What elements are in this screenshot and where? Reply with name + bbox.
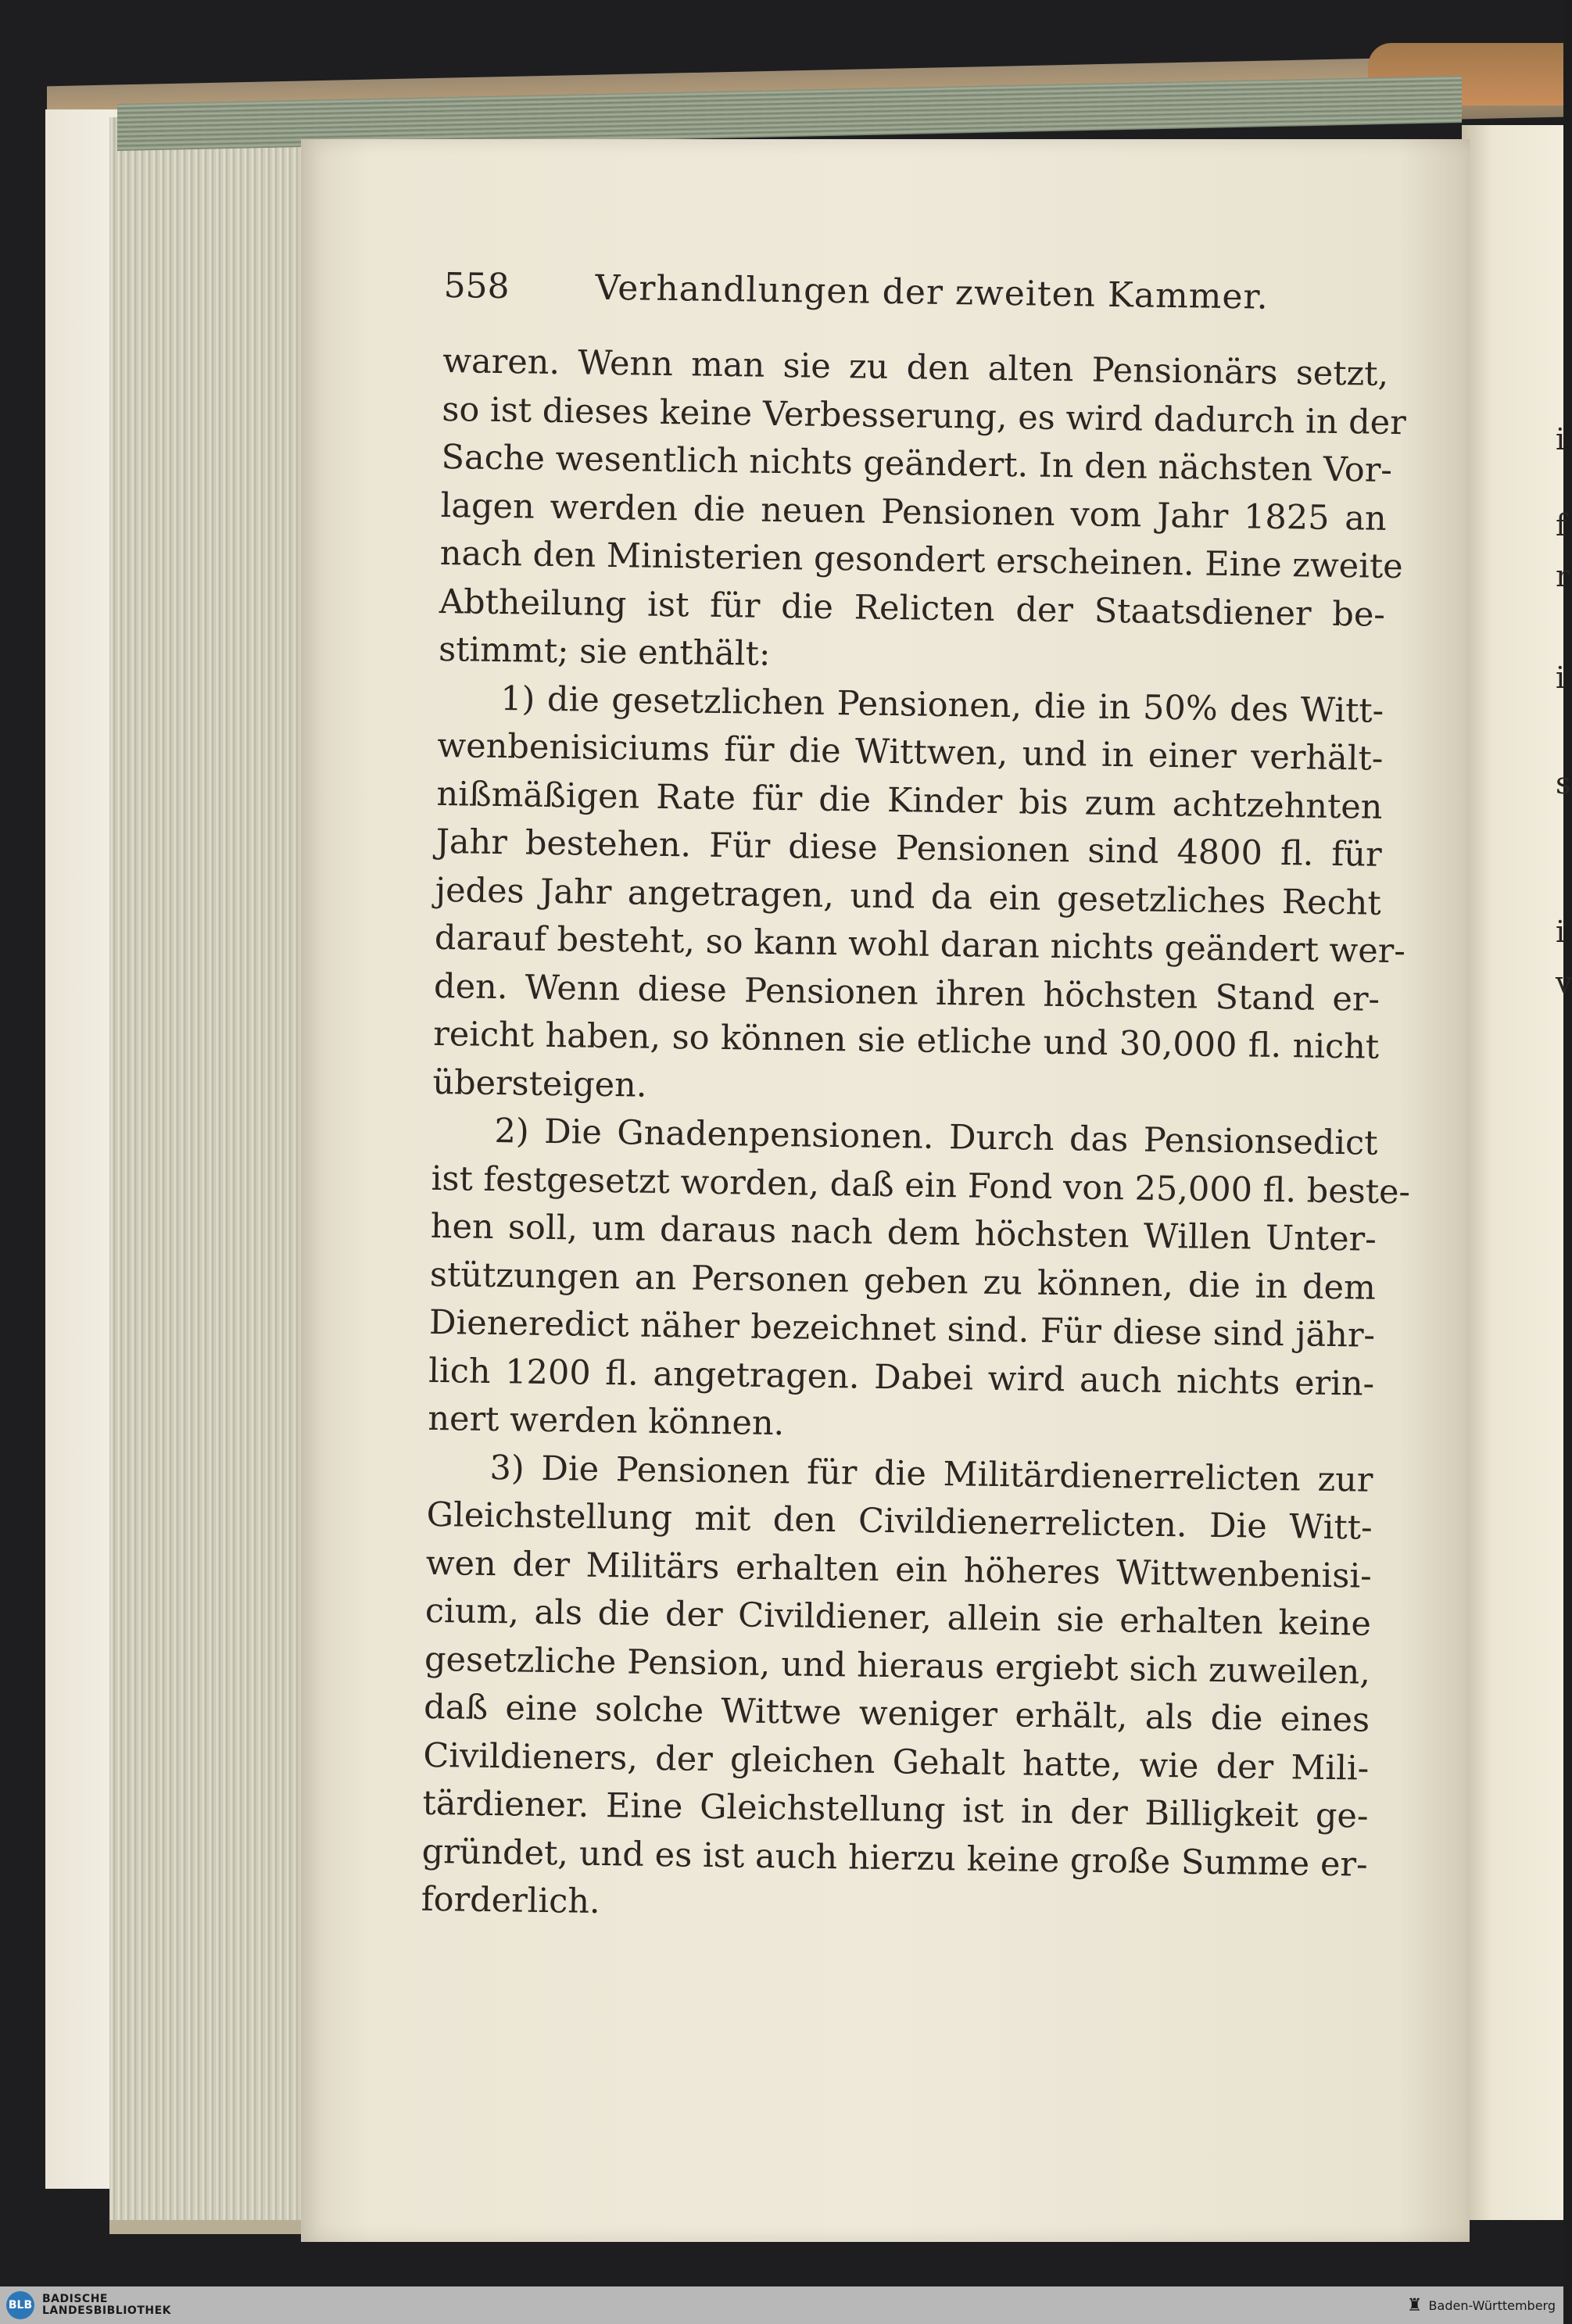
text-line: gesetzliche Pension, und hieraus ergiebt sich zuweilen, [424,1639,1371,1692]
text-line: stützungen an Personen geben zu können, die in dem [429,1255,1377,1308]
text-line: cium, als die der Civildiener, allein sie erhalten keine [424,1591,1372,1644]
text-line: tärdiener. Eine Gleichstellung ist in der Billigkeit ge- [422,1783,1369,1836]
running-head: Verhandlungen der zweiten Kammer. [595,267,1269,317]
text-line: jedes Jahr angetragen, und da ein gesetzliches Recht [435,870,1382,923]
text-line: den. Wenn diese Pensionen ihren höchsten Stand er- [433,966,1380,1019]
text-line: reicht haben, so können sie etliche und 30,000 fl. nicht [432,1014,1380,1067]
institution-line-2: LANDESBIBLIOTHEK [42,2304,172,2317]
text-line: daß eine solche Wittwe weniger erhält, als die eines [423,1687,1370,1740]
institution-line-1: BADISCHE [42,2293,108,2305]
text-line: waren. Wenn man sie zu den alten Pensionärs setzt, [442,341,1389,394]
paragraph-continued [438,338,1407,687]
institution-name[interactable] [42,2294,171,2317]
text-line: übersteigen. [432,1062,647,1105]
text-line: 1) die gesetzlichen Pensionen, die in 50% des Witt- [500,679,1384,731]
state-lions-icon: ♜ [1406,2295,1423,2315]
text-line: lich 1200 fl. angetragen. Dabei wird auch nichts erin- [428,1351,1375,1404]
facing-page-letter: i [1556,661,1566,695]
facing-page-letter: s [1556,766,1571,800]
text-line: ist festgesetzt worden, daß ein Fond von 25,000 fl. beste- [431,1158,1411,1212]
text-line: Sache wesentlich nichts geändert. In den nächsten Vor- [441,437,1393,490]
text-line: wenbenisiciums für die Wittwen, und in einer verhält- [437,725,1384,779]
text-line: Gleichstellung mit den Civildienerrelicten. Die Witt- [426,1495,1373,1548]
text-line: Dieneredict näher bezeichnet sind. Für diese sind jähr- [428,1302,1376,1355]
text-line: Civildieners, der gleichen Gehalt hatte, wie der Mili- [423,1735,1370,1789]
text-line: nach den Ministerien gesondert erscheinen. Eine zweite [439,533,1403,587]
text-line: stimmt; sie enthält: [438,629,771,674]
facing-page-letter: f [1556,508,1567,543]
page-header [443,266,1390,342]
text-line: forderlich. [421,1879,600,1921]
partner-name: Baden-Württemberg [1428,2297,1556,2313]
facing-page-letter: v [1556,965,1572,1000]
text-line: Abtheilung ist für die Relicten der Staatsdiener be- [439,582,1386,635]
facing-page-edge [1462,125,1572,2220]
page-stack [109,117,313,2234]
text-line: so ist dieses keine Verbesserung, es wird dadurch in der [442,389,1407,442]
text-line: darauf besteht, so kann wohl daran nichts geändert wer- [434,918,1406,972]
paragraph-item-1 [432,674,1406,1119]
text-line: nißmäßigen Rate für die Kinder bis zum achtzehnten [436,774,1383,827]
text-line: wen der Militärs erhalten ein höheres Wittwenbenisi- [425,1543,1373,1596]
text-line: lagen werden die neuen Pensionen vom Jahr 1825 an [440,485,1387,539]
footer-bar [0,2286,1563,2324]
blb-logo[interactable]: BLB [6,2291,34,2319]
paragraph-item-2 [428,1107,1411,1456]
facing-page-letter: i [1556,915,1566,949]
text-line: nert werden können. [428,1398,785,1444]
page-number: 558 [443,266,510,307]
text-line: gründet, und es ist auch hierzu keine große Summe er- [421,1832,1368,1885]
paragraph-item-3 [421,1443,1373,1937]
text-line: hen soll, um daraus nach dem höchsten Willen Unter- [430,1206,1377,1259]
facing-page-letter: r [1556,559,1570,593]
text-line: Jahr bestehen. Für diese Pensionen sind 4800 fl. für [435,822,1382,875]
text-line: 2) Die Gnadenpensionen. Durch das Pensionsedict [494,1112,1378,1163]
page-text [421,266,1411,1937]
text-line: 3) Die Pensionen für die Militärdienerrelicten zur [489,1448,1373,1500]
facing-page-letter: i [1556,422,1566,457]
partner-logo[interactable] [1407,2286,1556,2324]
